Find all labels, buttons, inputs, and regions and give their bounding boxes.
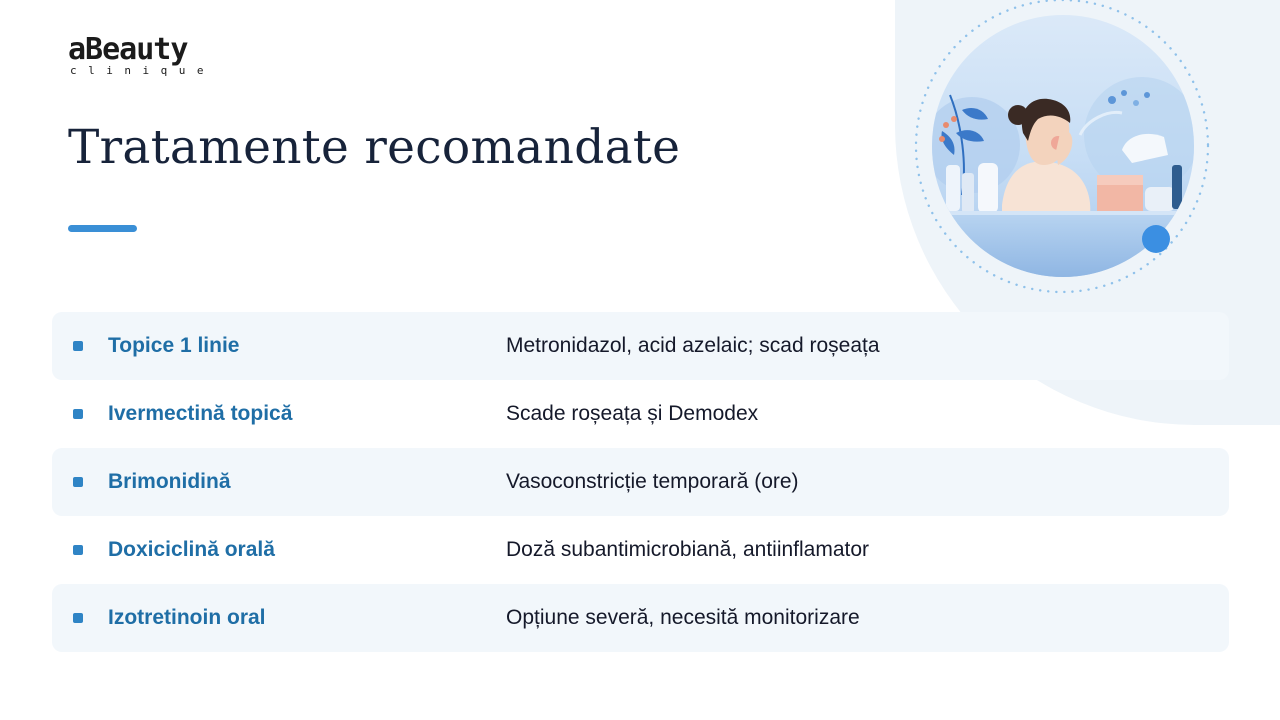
logo-subtitle: clinique — [70, 64, 215, 77]
slide-title: Tratamente recomandate — [68, 120, 681, 175]
treatment-label: Topice 1 linie — [108, 334, 240, 357]
accent-dot — [1142, 225, 1170, 253]
bullet-icon — [73, 613, 83, 623]
treatment-label: Doxiciclină orală — [108, 538, 275, 561]
bullet-icon — [73, 341, 83, 351]
treatment-label: Ivermectină topică — [108, 402, 293, 425]
treatment-description: Doză subantimicrobiană, antiinflamator — [506, 538, 870, 561]
treatment-row — [52, 380, 1229, 448]
treatment-row — [52, 584, 1229, 652]
treatment-label: Brimonidină — [108, 470, 231, 493]
treatment-description: Scade roșeața și Demodex — [506, 402, 759, 425]
treatment-label: Izotretinoin oral — [108, 606, 266, 629]
bullet-icon — [73, 409, 83, 419]
treatment-row — [52, 516, 1229, 584]
logo-wordmark: aBeauty — [68, 32, 188, 67]
bullet-icon — [73, 545, 83, 555]
title-accent-bar — [68, 225, 137, 232]
treatment-row — [52, 312, 1229, 380]
treatment-description: Vasoconstricție temporară (ore) — [506, 470, 799, 493]
treatment-description: Opțiune severă, necesită monitorizare — [506, 606, 860, 629]
treatment-row — [52, 448, 1229, 516]
bullet-icon — [73, 477, 83, 487]
treatment-description: Metronidazol, acid azelaic; scad roșeața — [506, 334, 880, 357]
brand-logo — [68, 34, 228, 80]
